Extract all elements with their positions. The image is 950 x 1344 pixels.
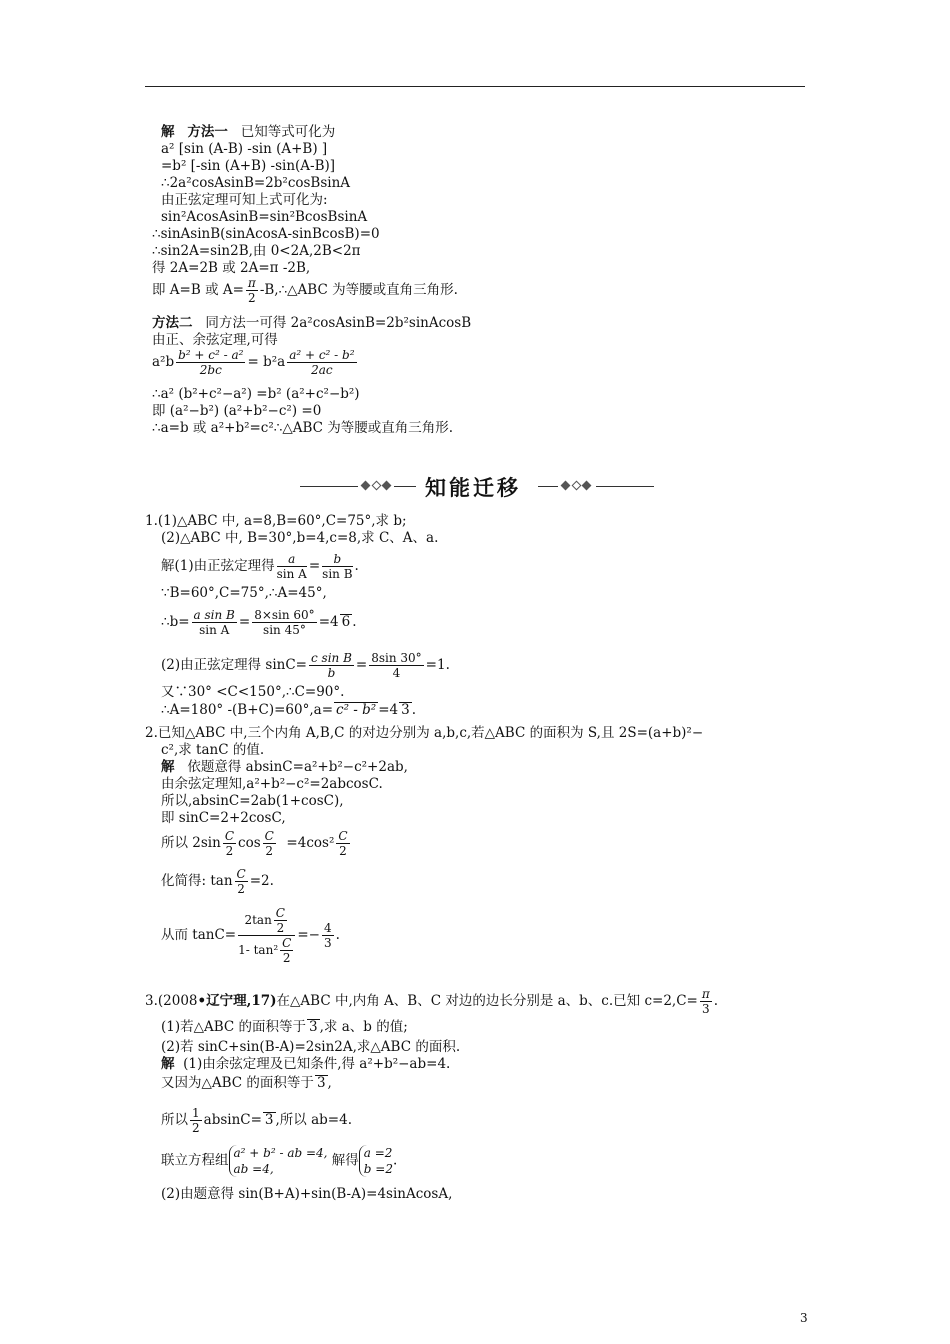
fraction-numerator — [238, 906, 295, 936]
radical: c² - b² — [336, 702, 377, 718]
fraction-denominator: 2 — [276, 921, 285, 935]
method2-line5: ∴a=b 或 a²+b²=c²∴△ABC 为等腰或直角三角形. — [152, 420, 454, 436]
method1-line2: =b² [-sin (A+B) -sin(A-B)] — [161, 158, 336, 174]
fraction-numerator: a² + c² - b² — [289, 348, 355, 362]
fraction-numerator: C — [224, 829, 235, 843]
text: 从而 tanC= — [161, 927, 237, 943]
p1-solution6 — [161, 702, 416, 719]
p3-solution3 — [161, 1106, 352, 1135]
fraction-numerator: C — [236, 867, 246, 881]
compound-fraction — [238, 906, 295, 965]
fraction-numerator: c sin B — [311, 651, 352, 665]
fraction-denominator: 3 — [323, 936, 332, 950]
text: . — [411, 702, 416, 718]
header-rule — [145, 86, 805, 87]
text: ∴A=180° -(B+C)=60°,a= — [161, 702, 334, 718]
text: =1. — [425, 657, 450, 673]
p3-solution2 — [161, 1075, 332, 1092]
equation: b =2 — [363, 1162, 393, 1176]
fraction-denominator: 2 — [225, 844, 234, 858]
radical: 6 — [341, 614, 351, 630]
fraction-denominator: 3 — [701, 1002, 710, 1016]
divider-line-inner-right — [538, 486, 558, 487]
text: (1)由余弦定理及已知条件,得 a²+b²−ab=4. — [183, 1056, 451, 1072]
p1-question2: (2)△ABC 中, B=30°,b=4,c=8,求 C、A、a. — [161, 530, 439, 546]
method2-label: 方法二 — [152, 315, 193, 331]
divider-diamond — [561, 481, 571, 491]
text: . — [392, 1152, 398, 1169]
equation: a =2 — [363, 1146, 393, 1160]
method2-intro: 同方法一可得 2a²cosAsinB=2b²sinAcosB — [205, 315, 472, 331]
equation: ab =4, — [233, 1162, 274, 1176]
page-number: 3 — [800, 1311, 808, 1325]
fraction-numerator: b² + c² - a² — [178, 348, 244, 362]
p1-solution4 — [161, 651, 450, 680]
method1-intro: 已知等式可化为 — [240, 124, 336, 140]
solution-label: 解 — [161, 1056, 175, 1072]
fraction — [246, 276, 258, 305]
divider-diamond — [572, 481, 582, 491]
fraction — [309, 651, 354, 680]
text: = — [238, 614, 251, 630]
fraction — [192, 608, 237, 637]
text: 所以 2sin — [161, 835, 221, 851]
divider-line-inner-left — [394, 486, 416, 487]
section-title: 知能迁移 — [425, 476, 521, 500]
p3-question1 — [161, 1019, 408, 1036]
method2-heading — [152, 315, 471, 332]
fraction-numerator: b — [322, 552, 352, 567]
p2-solution3: 所以,absinC=2ab(1+cosC), — [161, 793, 344, 809]
text: ∴b= — [161, 614, 190, 630]
fraction-denominator: 2 — [248, 291, 256, 305]
p1-solution5: 又∵30° <C<150°,∴C=90°. — [161, 684, 345, 700]
fraction — [280, 936, 293, 965]
method2-line2-b: = b²a — [247, 354, 286, 370]
method1-heading — [161, 124, 335, 141]
method1-line9-a: 即 A=B 或 A= — [152, 282, 244, 298]
fraction-numerator: C — [282, 936, 292, 950]
method1-line7: ∴sin2A=sin2B,由 0<2A,2B<2π — [152, 243, 361, 259]
text: 又因为△ABC 的面积等于 — [161, 1075, 314, 1091]
p1-solution2: ∵B=60°,C=75°,∴A=45°, — [161, 585, 327, 601]
fraction-denominator: 2 — [237, 882, 245, 896]
text: 依题意得 absinC=a²+b²−c²+2ab, — [187, 759, 408, 775]
method1-line1: a² [sin (A-B) -sin (A+B) ] — [161, 141, 328, 157]
p3-question — [145, 987, 718, 1016]
fraction — [322, 921, 334, 950]
equation: a² + b² - ab =4, — [233, 1146, 328, 1160]
fraction — [277, 552, 307, 581]
solution-label: 解 — [161, 759, 175, 775]
text: . — [352, 614, 357, 630]
text: 化简得: tan — [161, 873, 233, 889]
text: =4 — [378, 702, 399, 718]
fraction — [223, 829, 236, 858]
method1-line3: ∴2a²cosAsinB=2b²cosBsinA — [161, 175, 351, 191]
divider-line-right — [596, 486, 654, 487]
divider-line-left — [300, 486, 358, 487]
text: =− — [297, 927, 320, 943]
method1-label: 方法一 — [187, 124, 228, 140]
fraction — [369, 651, 423, 680]
text: 在△ABC 中,内角 A、B、C 对边的边长分别是 a、b、c.已知 c=2,C= — [276, 993, 698, 1009]
text: cos — [238, 835, 261, 851]
method2-line2 — [152, 348, 359, 377]
source-label: •辽宁理,17) — [197, 993, 277, 1009]
fraction — [252, 608, 317, 637]
fraction-denominator: 4 — [392, 666, 401, 680]
fraction-denominator: 2 — [339, 844, 347, 858]
radical: 3 — [316, 1075, 326, 1091]
fraction — [336, 829, 349, 858]
p3-solution5: (2)由题意得 sin(B+A)+sin(B-A)=4sinAcosA, — [161, 1186, 453, 1202]
text: absinC= — [203, 1112, 262, 1128]
p2-solution7 — [161, 906, 340, 965]
text: = — [308, 558, 321, 574]
fraction-denominator: 2bc — [199, 363, 222, 377]
p2-solution1 — [161, 759, 408, 776]
fraction — [190, 1106, 202, 1135]
p2-question1: 2.已知△ABC 中,三个内角 A,B,C 的对边分别为 a,b,c,若△ABC 的面积为 S,且 2S=(a+b)²− — [145, 725, 704, 741]
radical: 3 — [264, 1112, 274, 1128]
p2-question2: c²,求 tanC 的值. — [161, 742, 265, 758]
fraction-denominator — [238, 936, 295, 965]
fraction-denominator: 2ac — [311, 363, 333, 377]
p2-solution2: 由余弦定理知,a²+b²−c²=2abcosC. — [161, 776, 383, 792]
fraction — [176, 348, 245, 377]
fraction-numerator: 1 — [192, 1106, 200, 1120]
text: . — [354, 558, 359, 574]
method2-line3: ∴a² (b²+c²−a²) =b² (a²+c²−b²) — [152, 386, 360, 402]
p2-solution6 — [161, 867, 274, 896]
fraction-numerator: 8sin 30° — [371, 651, 422, 665]
divider-diamond — [372, 481, 382, 491]
text: , — [327, 1075, 332, 1091]
text: =4 — [318, 614, 339, 630]
fraction-numerator: a — [277, 552, 307, 567]
fraction-numerator: C — [275, 906, 285, 920]
text: . — [335, 927, 340, 943]
fraction-denominator: sin 45° — [263, 623, 306, 637]
fraction-denominator: sin A — [199, 623, 230, 637]
p1-solution3 — [161, 608, 356, 637]
text: (1)若△ABC 的面积等于 — [161, 1019, 307, 1035]
p1-solution1 — [161, 552, 359, 581]
method2-line1: 由正、余弦定理,可得 — [152, 332, 278, 348]
radical: 3 — [401, 702, 410, 718]
text: ,求 a、b 的值; — [319, 1019, 408, 1035]
text: . — [713, 993, 719, 1009]
p3-solution1 — [161, 1056, 450, 1073]
p2-solution5 — [161, 829, 352, 858]
fraction — [700, 987, 712, 1016]
method1-line5: sin²AcosAsinB=sin²BcosBsinA — [161, 209, 368, 225]
text: 解(1)由正弦定理得 — [161, 558, 275, 574]
fraction-numerator: 4 — [323, 921, 332, 935]
fraction-denominator: b — [327, 666, 336, 680]
fraction-numerator: π — [701, 987, 710, 1001]
p2-solution4: 即 sinC=2+2cosC, — [161, 810, 286, 826]
fraction — [287, 348, 356, 377]
fraction-denominator: sin B — [322, 567, 353, 581]
text: ,所以 ab=4. — [275, 1112, 352, 1128]
method1-line9-b: -B,∴△ABC 为等腰或直角三角形. — [259, 282, 458, 298]
fraction-numerator: 8×sin 60° — [254, 608, 315, 622]
radical: 3 — [309, 1019, 318, 1035]
p1-question1: 1.(1)△ABC 中, a=8,B=60°,C=75°,求 b; — [145, 513, 407, 529]
text: 1- tan² — [238, 943, 279, 957]
method1-jie: 解 — [161, 124, 175, 140]
fraction — [263, 829, 276, 858]
equation-system — [229, 1145, 328, 1177]
divider-diamond — [382, 481, 392, 491]
method2-line2-a: a²b — [152, 354, 175, 370]
fraction-denominator: sin A — [276, 567, 307, 581]
text: 联立方程组 — [161, 1152, 229, 1169]
fraction-denominator: 2 — [282, 951, 291, 965]
solution-system — [359, 1145, 393, 1177]
text: =4cos² — [286, 835, 335, 851]
p3-solution4 — [161, 1145, 397, 1177]
text: 3.(2008 — [145, 993, 198, 1009]
fraction-numerator: C — [338, 829, 348, 843]
text: 2tan — [244, 913, 272, 927]
p3-question2: (2)若 sinC+sin(B-A)=2sin2A,求△ABC 的面积. — [161, 1039, 461, 1055]
method1-line8: 得 2A=2B 或 2A=π -2B, — [152, 260, 311, 276]
method2-line4: 即 (a²−b²) (a²+b²−c²) =0 — [152, 403, 322, 419]
divider-diamond — [582, 481, 592, 491]
fraction — [274, 906, 287, 935]
fraction-numerator: C — [264, 829, 274, 843]
fraction-denominator: 2 — [192, 1121, 200, 1135]
fraction-denominator: 2 — [265, 844, 274, 858]
text: 解得 — [331, 1152, 359, 1169]
text: =2. — [249, 873, 274, 889]
fraction-numerator: π — [247, 276, 256, 290]
method1-line9 — [152, 276, 458, 305]
text: 所以 — [161, 1112, 188, 1128]
fraction — [322, 552, 352, 581]
method1-line4: 由正弦定理可知上式可化为: — [161, 192, 328, 208]
method1-line6: ∴sinAsinB(sinAcosA-sinBcosB)=0 — [152, 226, 380, 242]
text: (2)由正弦定理得 sinC= — [161, 657, 307, 673]
fraction-numerator: a sin B — [193, 608, 235, 622]
fraction — [235, 867, 248, 896]
divider-diamond — [361, 481, 371, 491]
text: = — [355, 657, 368, 673]
